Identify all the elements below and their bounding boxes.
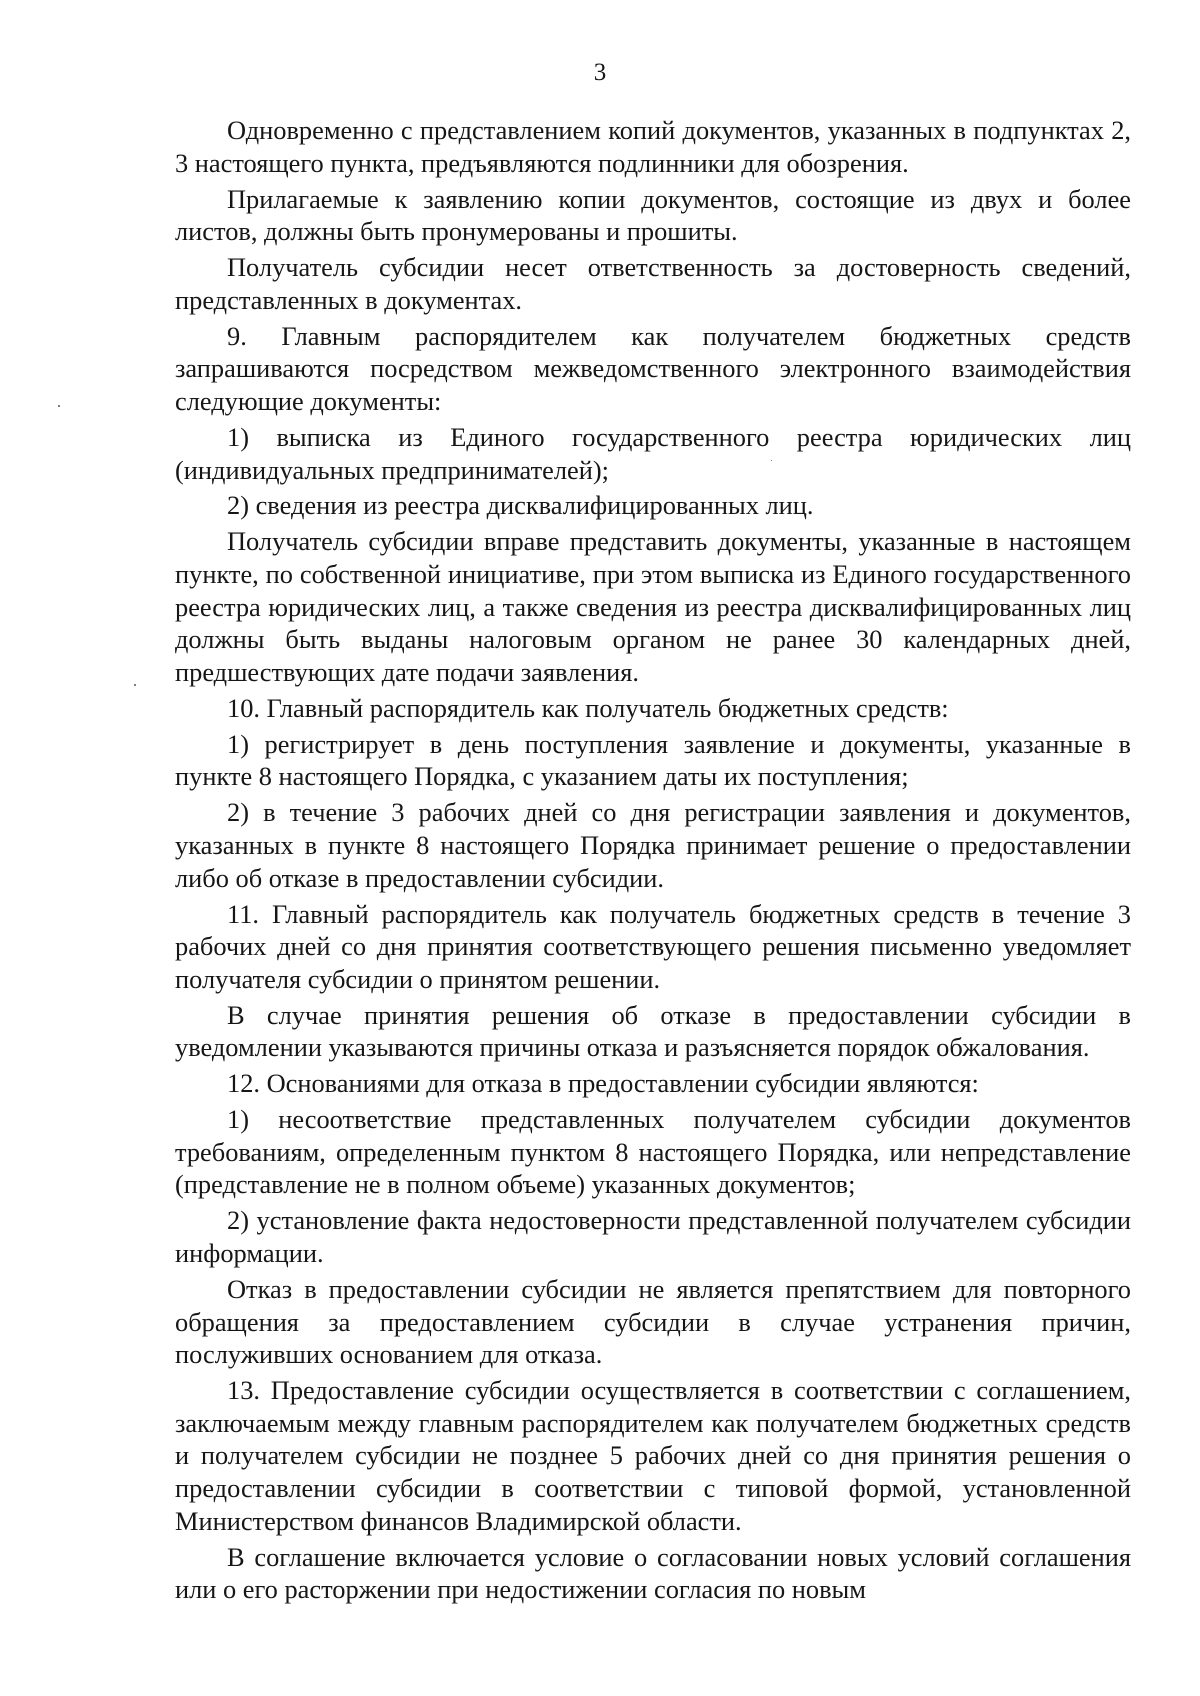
scan-speck [134, 684, 136, 686]
scan-speck [58, 405, 60, 407]
paragraph-item-13: 13. Предоставление субсидии осуществляется в соответствии с соглашением, заключаемым между главным распорядителем как получателем бюджетных средств и получателем субсидии не позднее 5 рабочих дней со дня принятия решения о предоставлении субсидии в соответствии с типовой формой, установленной Министерством финансов Владимирской области. [175, 1375, 1131, 1536]
paragraph-refusal-not-obstacle: Отказ в предоставлении субсидии не является препятствием для повторного обращения за предоставлением субсидии в случае устранения причин, послуживших основанием для отказа. [175, 1274, 1131, 1370]
scan-speck [771, 460, 772, 461]
paragraph-item-10-sub-2: 2) в течение 3 рабочих дней со дня регистрации заявления и документов, указанных в пункте 8 настоящего Порядка принимает решение о предоставлении либо об отказе в предоставлении субсидии. [175, 797, 1131, 893]
paragraph-item-9-sub-2: 2) сведения из реестра дисквалифицированных лиц. [227, 490, 814, 521]
paragraph-agreement-condition: В соглашение включается условие о согласовании новых условий соглашения или о его расторжении при недостижении согласия по новым [175, 1541, 1131, 1605]
document-body [175, 114, 1131, 1609]
paragraph-refusal-notice: В случае принятия решения об отказе в предоставлении субсидии в уведомлении указываются причины отказа и разъясняется порядок обжалования. [175, 999, 1131, 1063]
paragraph-item-9: 9. Главным распорядителем как получателем бюджетных средств запрашиваются посредством межведомственного электронного взаимодействия следующие документы: [175, 320, 1131, 416]
paragraph-item-10: 10. Главный распорядитель как получатель бюджетных средств: [227, 692, 949, 723]
paragraph-item-11: 11. Главный распорядитель как получатель бюджетных средств в течение 3 рабочих дней со дня принятия соответствующего решения письменно уведомляет получателя субсидии о принятом решении. [175, 898, 1131, 994]
page-number: 3 [593, 59, 607, 86]
paragraph-item-12-sub-1: 1) несоответствие представленных получателем субсидии документов требованиям, определенным пунктом 8 настоящего Порядка, или непредставление (представление не в полном объеме) указанных документов; [175, 1104, 1131, 1200]
paragraph-own-initiative: Получатель субсидии вправе представить документы, указанные в настоящем пункте, по собственной инициативе, при этом выписка из Единого государственного реестра юридических лиц, а также сведения из реестра дисквалифицированных лиц должны быть выданы налоговым органом не ранее 30 календарных дней, предшествующих дате подачи заявления. [175, 526, 1131, 687]
paragraph-originals-presentation: Одновременно с представлением копий документов, указанных в подпунктах 2, 3 настоящего пункта, предъявляются подлинники для обозрения. [175, 115, 1131, 178]
paragraph-item-12: 12. Основаниями для отказа в предоставлении субсидии являются: [227, 1068, 979, 1099]
paragraph-item-12-sub-2: 2) установление факта недостоверности представленной получателем субсидии информации. [175, 1205, 1131, 1269]
paragraph-copies-numbered: Прилагаемые к заявлению копии документов, состоящие из двух и более листов, должны быть пронумерованы и прошиты. [175, 183, 1131, 247]
paragraph-recipient-responsibility: Получатель субсидии несет ответственность за достоверность сведений, представленных в документах. [175, 252, 1131, 315]
paragraph-item-10-sub-1: 1) регистрирует в день поступления заявление и документы, указанные в пункте 8 настоящего Порядка, с указанием даты их поступления; [175, 728, 1131, 792]
paragraph-item-9-sub-1: 1) выписка из Единого государственного реестра юридических лиц (индивидуальных предпринимателей); [175, 421, 1131, 485]
